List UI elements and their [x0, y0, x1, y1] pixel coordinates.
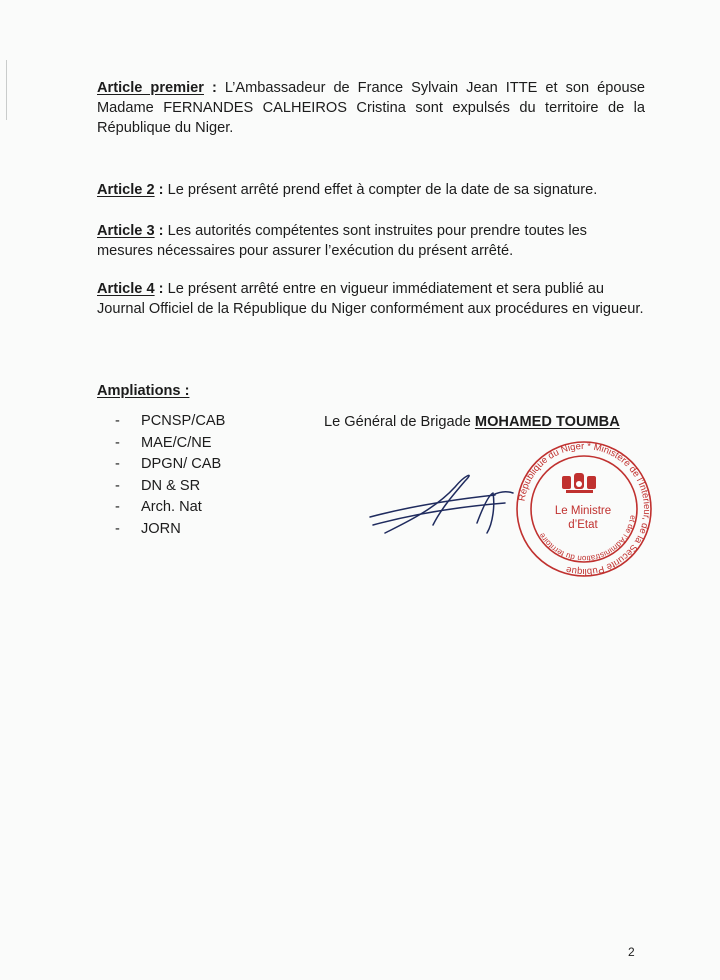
list-dash: - [115, 434, 120, 451]
niger-emblem-icon [562, 473, 596, 493]
article-text: Les autorités compétentes sont instruites pour prendre toutes les mesures nécessaires pour assurer l’exécution du présent arrêté. [97, 223, 587, 259]
stamp-ring-text: République du Niger * Ministère de l’Intérieur, de la Sécurité Publique [516, 440, 653, 578]
list-dash: - [115, 499, 120, 515]
article-text: Le présent arrêté prend effet à compter de la date de sa signature. [167, 182, 598, 198]
article-3 [97, 221, 645, 261]
article-text: Le présent arrêté entre en vigueur immédiatement et sera publié au Journal Officiel de la République du Niger conformément aux procédures en vigueur. [97, 281, 644, 317]
page-number: 2 [628, 945, 635, 959]
ampliations-title: Ampliations : [97, 383, 190, 399]
list-item-label: DPGN/ CAB [141, 456, 222, 472]
list-dash: - [115, 520, 120, 537]
stamp-center-text [548, 504, 618, 532]
article-text: L’Ambassadeur de France Sylvain Jean ITTE et son épouse Madame FERNANDES CALHEIROS Cristina sont expulsés du territoire de la République du Niger. [97, 80, 645, 136]
stamp-center-line1: Le Ministre [554, 505, 612, 517]
list-item [115, 519, 225, 541]
list-item [115, 454, 225, 476]
signatory-name: MOHAMED TOUMBA [474, 414, 620, 430]
article-separator: : [203, 80, 225, 96]
list-dash: - [115, 477, 120, 494]
ampliations-list [115, 411, 225, 540]
list-item [115, 433, 225, 455]
article-premier [97, 78, 645, 138]
list-dash: - [115, 456, 120, 472]
stamp-inner-ring-text: et de l’Administration du territoire [537, 514, 638, 564]
list-dash: - [115, 413, 120, 429]
article-label: Article 2 [97, 182, 155, 198]
article-separator: : [154, 223, 168, 239]
list-item [115, 497, 225, 519]
article-label: Article premier [97, 80, 204, 96]
article-2 [97, 180, 645, 200]
list-item-label: Arch. Nat [141, 499, 202, 515]
article-4 [97, 279, 645, 319]
article-separator: : [154, 182, 168, 198]
list-item-label: JORN [141, 520, 181, 537]
scan-margin-line [6, 60, 7, 120]
handwritten-signature [365, 465, 535, 545]
signatory-rank: Le Général de Brigade [324, 414, 475, 430]
list-item-label: DN & SR [141, 477, 201, 494]
signatory-line [324, 414, 620, 430]
article-label: Article 3 [97, 223, 155, 239]
list-item-label: MAE/C/NE [141, 434, 212, 451]
list-item [115, 411, 225, 433]
list-item [115, 476, 225, 498]
stamp-center-line2: d’Etat [568, 519, 598, 531]
article-label: Article 4 [97, 281, 155, 297]
article-separator: : [154, 281, 168, 297]
list-item-label: PCNSP/CAB [141, 413, 226, 429]
